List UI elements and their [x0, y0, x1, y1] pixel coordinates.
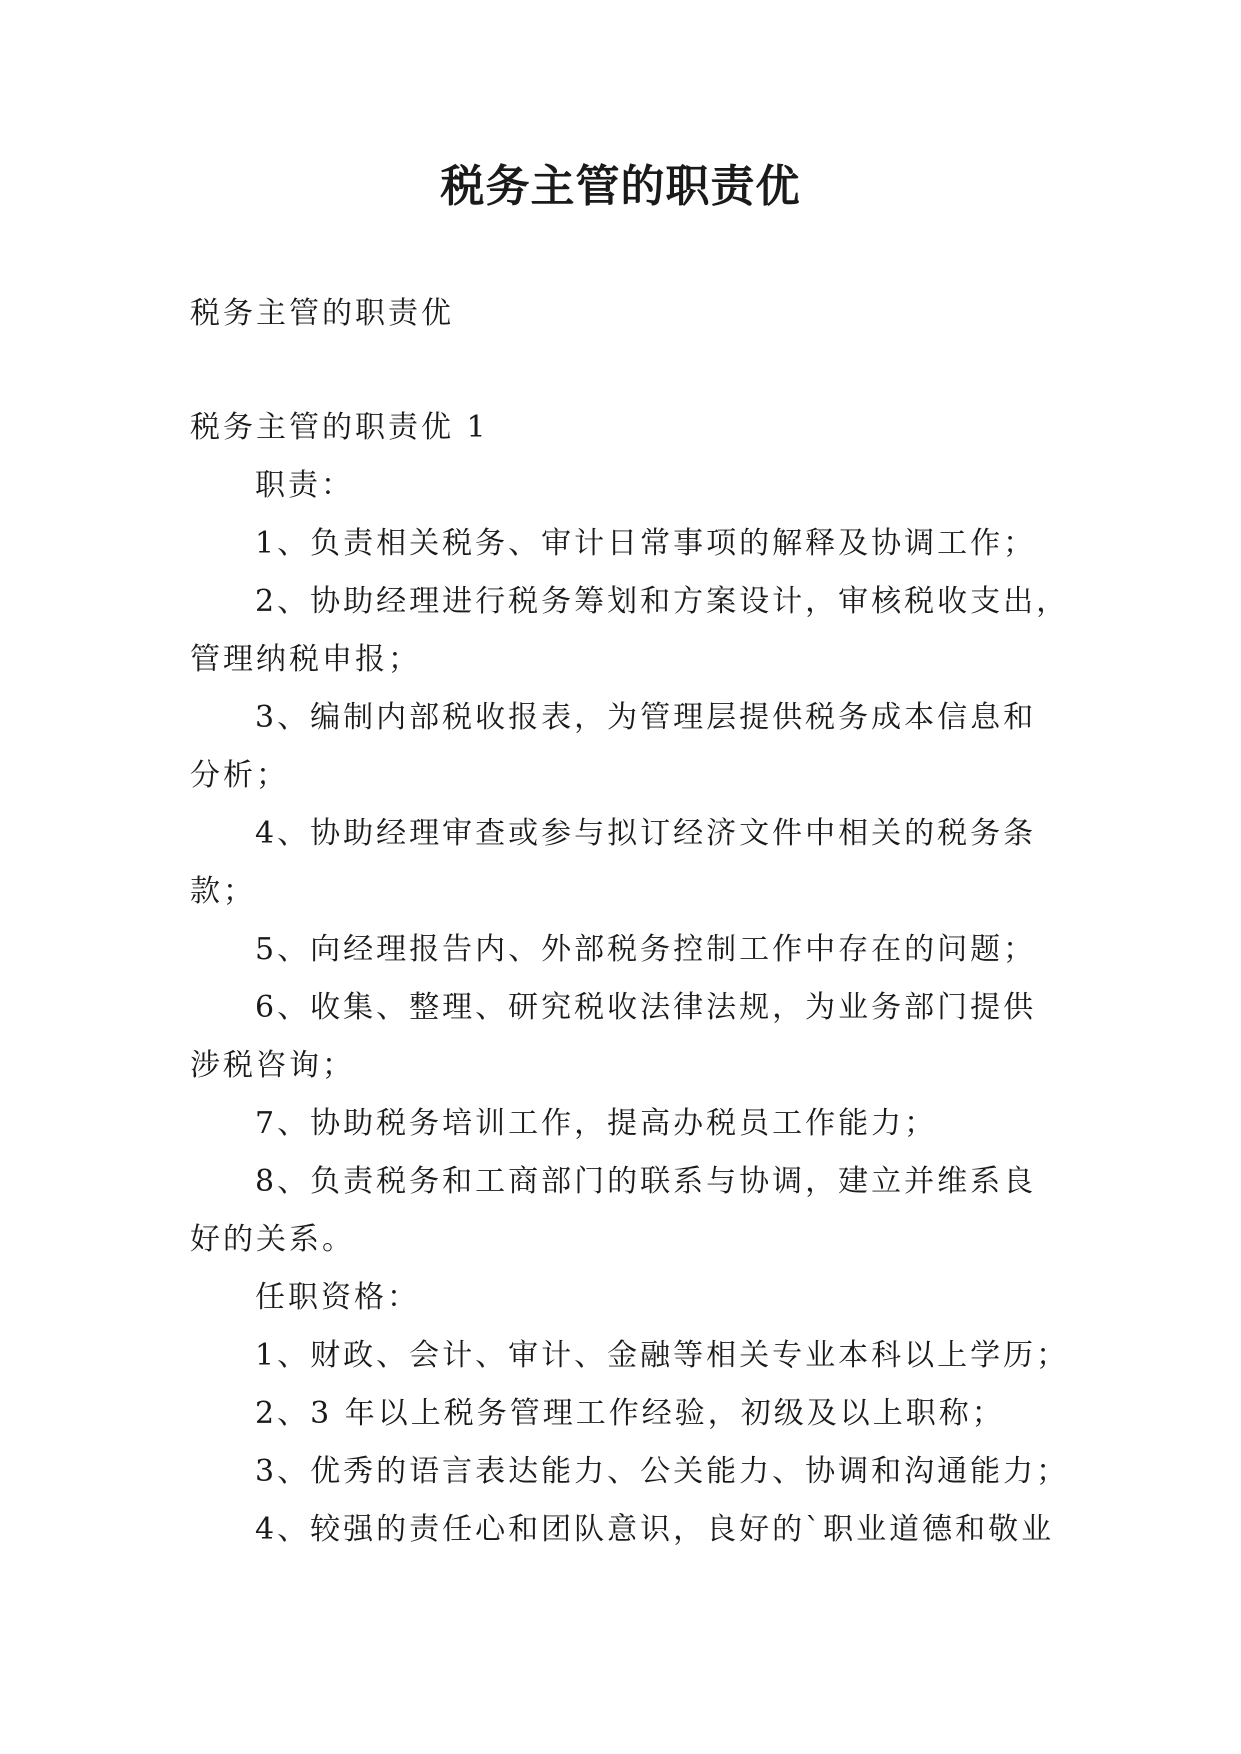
document-subtitle: 税务主管的职责优 [190, 296, 454, 331]
responsibility-item-5: 5、向经理报告内、外部税务控制工作中存在的问题； [255, 932, 1037, 967]
responsibility-item-8: 8、负责税务和工商部门的联系与协调，建立并维系良 [255, 1164, 1037, 1199]
responsibility-item-6-continued: 涉税咨询； [190, 1048, 355, 1083]
responsibilities-label: 职责： [255, 468, 354, 503]
responsibility-item-2: 2、协助经理进行税务筹划和方案设计，审核税收支出， [255, 584, 1070, 619]
qualification-item-4: 4、较强的责任心和团队意识，良好的`职业道德和敬业 [255, 1512, 1055, 1547]
responsibility-item-2-continued: 管理纳税申报； [190, 642, 421, 677]
document-title: 税务主管的职责优 [440, 161, 801, 212]
responsibility-item-3: 3、编制内部税收报表，为管理层提供税务成本信息和 [255, 700, 1037, 735]
qualifications-label: 任职资格： [255, 1280, 420, 1315]
responsibility-item-7: 7、协助税务培训工作，提高办税员工作能力； [255, 1106, 938, 1141]
qualification-item-1: 1、财政、会计、审计、金融等相关专业本科以上学历； [255, 1338, 1070, 1373]
responsibility-item-4: 4、协助经理审查或参与拟订经济文件中相关的税务条 [255, 816, 1037, 851]
responsibility-item-3-continued: 分析； [190, 758, 289, 793]
qualification-item-2: 2、3 年以上税务管理工作经验，初级及以上职称； [255, 1396, 1005, 1431]
responsibility-item-4-continued: 款； [190, 874, 256, 909]
responsibility-item-6: 6、收集、整理、研究税收法律法规，为业务部门提供 [255, 990, 1037, 1025]
section-heading: 税务主管的职责优 1 [190, 410, 489, 445]
document-body [190, 285, 1070, 1559]
responsibility-item-1: 1、负责相关税务、审计日常事项的解释及协调工作； [255, 526, 1037, 561]
responsibility-item-8-continued: 好的关系。 [190, 1222, 355, 1257]
qualification-item-3: 3、优秀的语言表达能力、公关能力、协调和沟通能力； [255, 1454, 1070, 1489]
